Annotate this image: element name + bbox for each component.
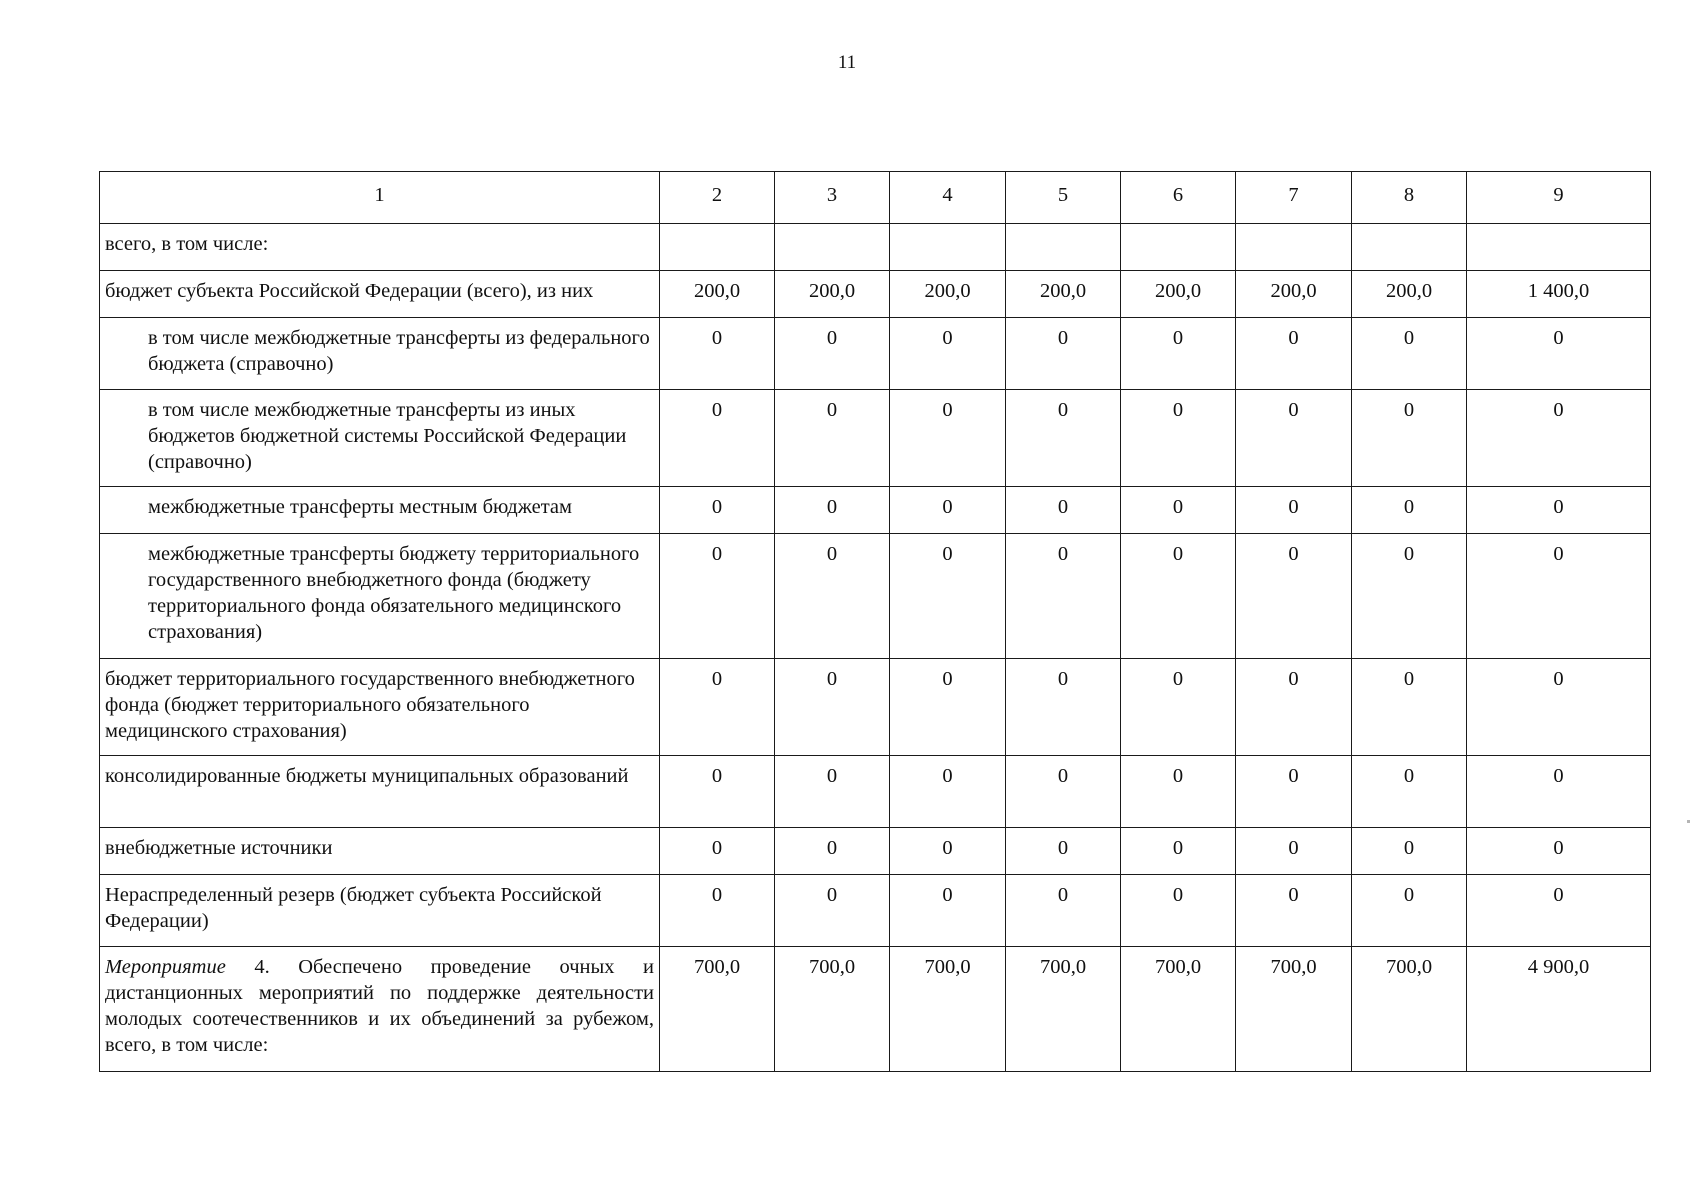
value-cell: 0 xyxy=(1006,318,1121,390)
row-label: в том числе межбюджетные трансферты из федерального бюджета (справочно) xyxy=(100,318,660,390)
header-cell: 4 xyxy=(890,172,1006,224)
value-cell: 0 xyxy=(890,875,1006,947)
table-row xyxy=(100,318,1651,390)
value-cell: 0 xyxy=(1352,487,1467,534)
value-cell xyxy=(1352,224,1467,271)
header-cell: 7 xyxy=(1236,172,1352,224)
value-cell: 700,0 xyxy=(775,947,890,1072)
value-cell: 0 xyxy=(660,875,775,947)
value-cell: 0 xyxy=(1236,390,1352,487)
value-cell: 700,0 xyxy=(1236,947,1352,1072)
value-cell: 0 xyxy=(1467,756,1651,828)
value-cell: 0 xyxy=(890,756,1006,828)
header-cell: 6 xyxy=(1121,172,1236,224)
value-cell: 0 xyxy=(775,659,890,756)
value-cell: 0 xyxy=(890,534,1006,659)
value-cell: 0 xyxy=(1352,659,1467,756)
value-cell: 0 xyxy=(775,534,890,659)
value-cell: 0 xyxy=(1236,875,1352,947)
value-cell: 200,0 xyxy=(775,271,890,318)
value-cell: 0 xyxy=(1467,659,1651,756)
header-cell: 3 xyxy=(775,172,890,224)
value-cell: 0 xyxy=(1352,828,1467,875)
value-cell: 0 xyxy=(660,390,775,487)
row-label: межбюджетные трансферты местным бюджетам xyxy=(100,487,660,534)
value-cell: 0 xyxy=(1121,828,1236,875)
table-header-row xyxy=(100,172,1651,224)
value-cell: 0 xyxy=(1121,390,1236,487)
value-cell: 0 xyxy=(1352,390,1467,487)
value-cell: 0 xyxy=(1236,534,1352,659)
value-cell: 0 xyxy=(1467,828,1651,875)
activity-label-prefix: Мероприятие xyxy=(105,956,226,978)
value-cell: 1 400,0 xyxy=(1467,271,1651,318)
value-cell: 0 xyxy=(660,756,775,828)
value-cell: 200,0 xyxy=(890,271,1006,318)
value-cell: 0 xyxy=(775,487,890,534)
value-cell: 0 xyxy=(1006,659,1121,756)
value-cell: 0 xyxy=(1467,390,1651,487)
value-cell: 0 xyxy=(660,318,775,390)
row-label: всего, в том числе: xyxy=(100,224,660,271)
value-cell: 0 xyxy=(1121,756,1236,828)
header-cell: 9 xyxy=(1467,172,1651,224)
table-row xyxy=(100,390,1651,487)
row-label: в том числе межбюджетные трансферты из иных бюджетов бюджетной системы Российской Федерации (справочно) xyxy=(100,390,660,487)
table-row xyxy=(100,487,1651,534)
table-row xyxy=(100,875,1651,947)
table-row xyxy=(100,756,1651,828)
row-label: Нераспределенный резерв (бюджет субъекта Российской Федерации) xyxy=(100,875,660,947)
value-cell: 200,0 xyxy=(1121,271,1236,318)
table-row xyxy=(100,947,1651,1072)
table-row xyxy=(100,224,1651,271)
value-cell: 200,0 xyxy=(1006,271,1121,318)
budget-table xyxy=(99,171,1651,1072)
value-cell xyxy=(1121,224,1236,271)
value-cell xyxy=(890,224,1006,271)
value-cell: 700,0 xyxy=(1352,947,1467,1072)
row-label: межбюджетные трансферты бюджету территориального государственного внебюджетного фонда (бюджету территориального фонда обязательного медицинского страхования) xyxy=(100,534,660,659)
value-cell xyxy=(1236,224,1352,271)
value-cell: 0 xyxy=(890,318,1006,390)
value-cell: 0 xyxy=(775,828,890,875)
value-cell: 0 xyxy=(1006,828,1121,875)
table-row xyxy=(100,659,1651,756)
value-cell: 0 xyxy=(890,828,1006,875)
value-cell: 0 xyxy=(890,659,1006,756)
value-cell: 0 xyxy=(1236,318,1352,390)
value-cell: 700,0 xyxy=(1006,947,1121,1072)
value-cell: 700,0 xyxy=(1121,947,1236,1072)
header-cell: 8 xyxy=(1352,172,1467,224)
row-label: внебюджетные источники xyxy=(100,828,660,875)
scan-mark xyxy=(1687,820,1690,823)
value-cell: 0 xyxy=(890,390,1006,487)
value-cell xyxy=(775,224,890,271)
value-cell: 0 xyxy=(775,756,890,828)
value-cell: 0 xyxy=(1121,659,1236,756)
value-cell: 0 xyxy=(1006,390,1121,487)
value-cell: 700,0 xyxy=(660,947,775,1072)
table-row xyxy=(100,828,1651,875)
value-cell: 0 xyxy=(1467,318,1651,390)
value-cell: 0 xyxy=(1352,318,1467,390)
table-row xyxy=(100,271,1651,318)
value-cell: 200,0 xyxy=(660,271,775,318)
value-cell: 0 xyxy=(775,318,890,390)
value-cell: 0 xyxy=(1352,875,1467,947)
value-cell: 200,0 xyxy=(1352,271,1467,318)
value-cell: 0 xyxy=(1236,487,1352,534)
value-cell: 0 xyxy=(1121,534,1236,659)
row-label: бюджет субъекта Российской Федерации (всего), из них xyxy=(100,271,660,318)
value-cell: 0 xyxy=(775,390,890,487)
value-cell: 0 xyxy=(1006,875,1121,947)
header-cell: 5 xyxy=(1006,172,1121,224)
value-cell xyxy=(660,224,775,271)
value-cell: 200,0 xyxy=(1236,271,1352,318)
value-cell: 0 xyxy=(660,828,775,875)
value-cell: 0 xyxy=(1121,487,1236,534)
value-cell: 0 xyxy=(660,659,775,756)
value-cell xyxy=(1467,224,1651,271)
page-number: 11 xyxy=(837,52,857,73)
value-cell: 0 xyxy=(890,487,1006,534)
row-label: консолидированные бюджеты муниципальных образований xyxy=(100,756,660,828)
value-cell: 0 xyxy=(1236,828,1352,875)
value-cell: 4 900,0 xyxy=(1467,947,1651,1072)
value-cell: 700,0 xyxy=(890,947,1006,1072)
row-label: бюджет территориального государственного внебюджетного фонда (бюджет территориального обязательного медицинского страхования) xyxy=(100,659,660,756)
value-cell: 0 xyxy=(775,875,890,947)
activity-4-label xyxy=(100,947,660,1072)
value-cell: 0 xyxy=(1467,875,1651,947)
value-cell: 0 xyxy=(1006,534,1121,659)
value-cell: 0 xyxy=(1121,875,1236,947)
value-cell: 0 xyxy=(1352,756,1467,828)
activity-label-text: 4. Обеспечено проведение очных и дистанционных мероприятий по поддержке деятельности молодых соотечественников и их объединений за рубежом, всего, в том числе: xyxy=(105,956,654,1056)
value-cell: 0 xyxy=(1352,534,1467,659)
value-cell: 0 xyxy=(1467,534,1651,659)
header-cell: 2 xyxy=(660,172,775,224)
table-row xyxy=(100,534,1651,659)
value-cell: 0 xyxy=(1467,487,1651,534)
header-cell: 1 xyxy=(100,172,660,224)
value-cell: 0 xyxy=(660,534,775,659)
value-cell xyxy=(1006,224,1121,271)
value-cell: 0 xyxy=(1121,318,1236,390)
value-cell: 0 xyxy=(1236,756,1352,828)
value-cell: 0 xyxy=(1006,487,1121,534)
value-cell: 0 xyxy=(1236,659,1352,756)
value-cell: 0 xyxy=(1006,756,1121,828)
value-cell: 0 xyxy=(660,487,775,534)
